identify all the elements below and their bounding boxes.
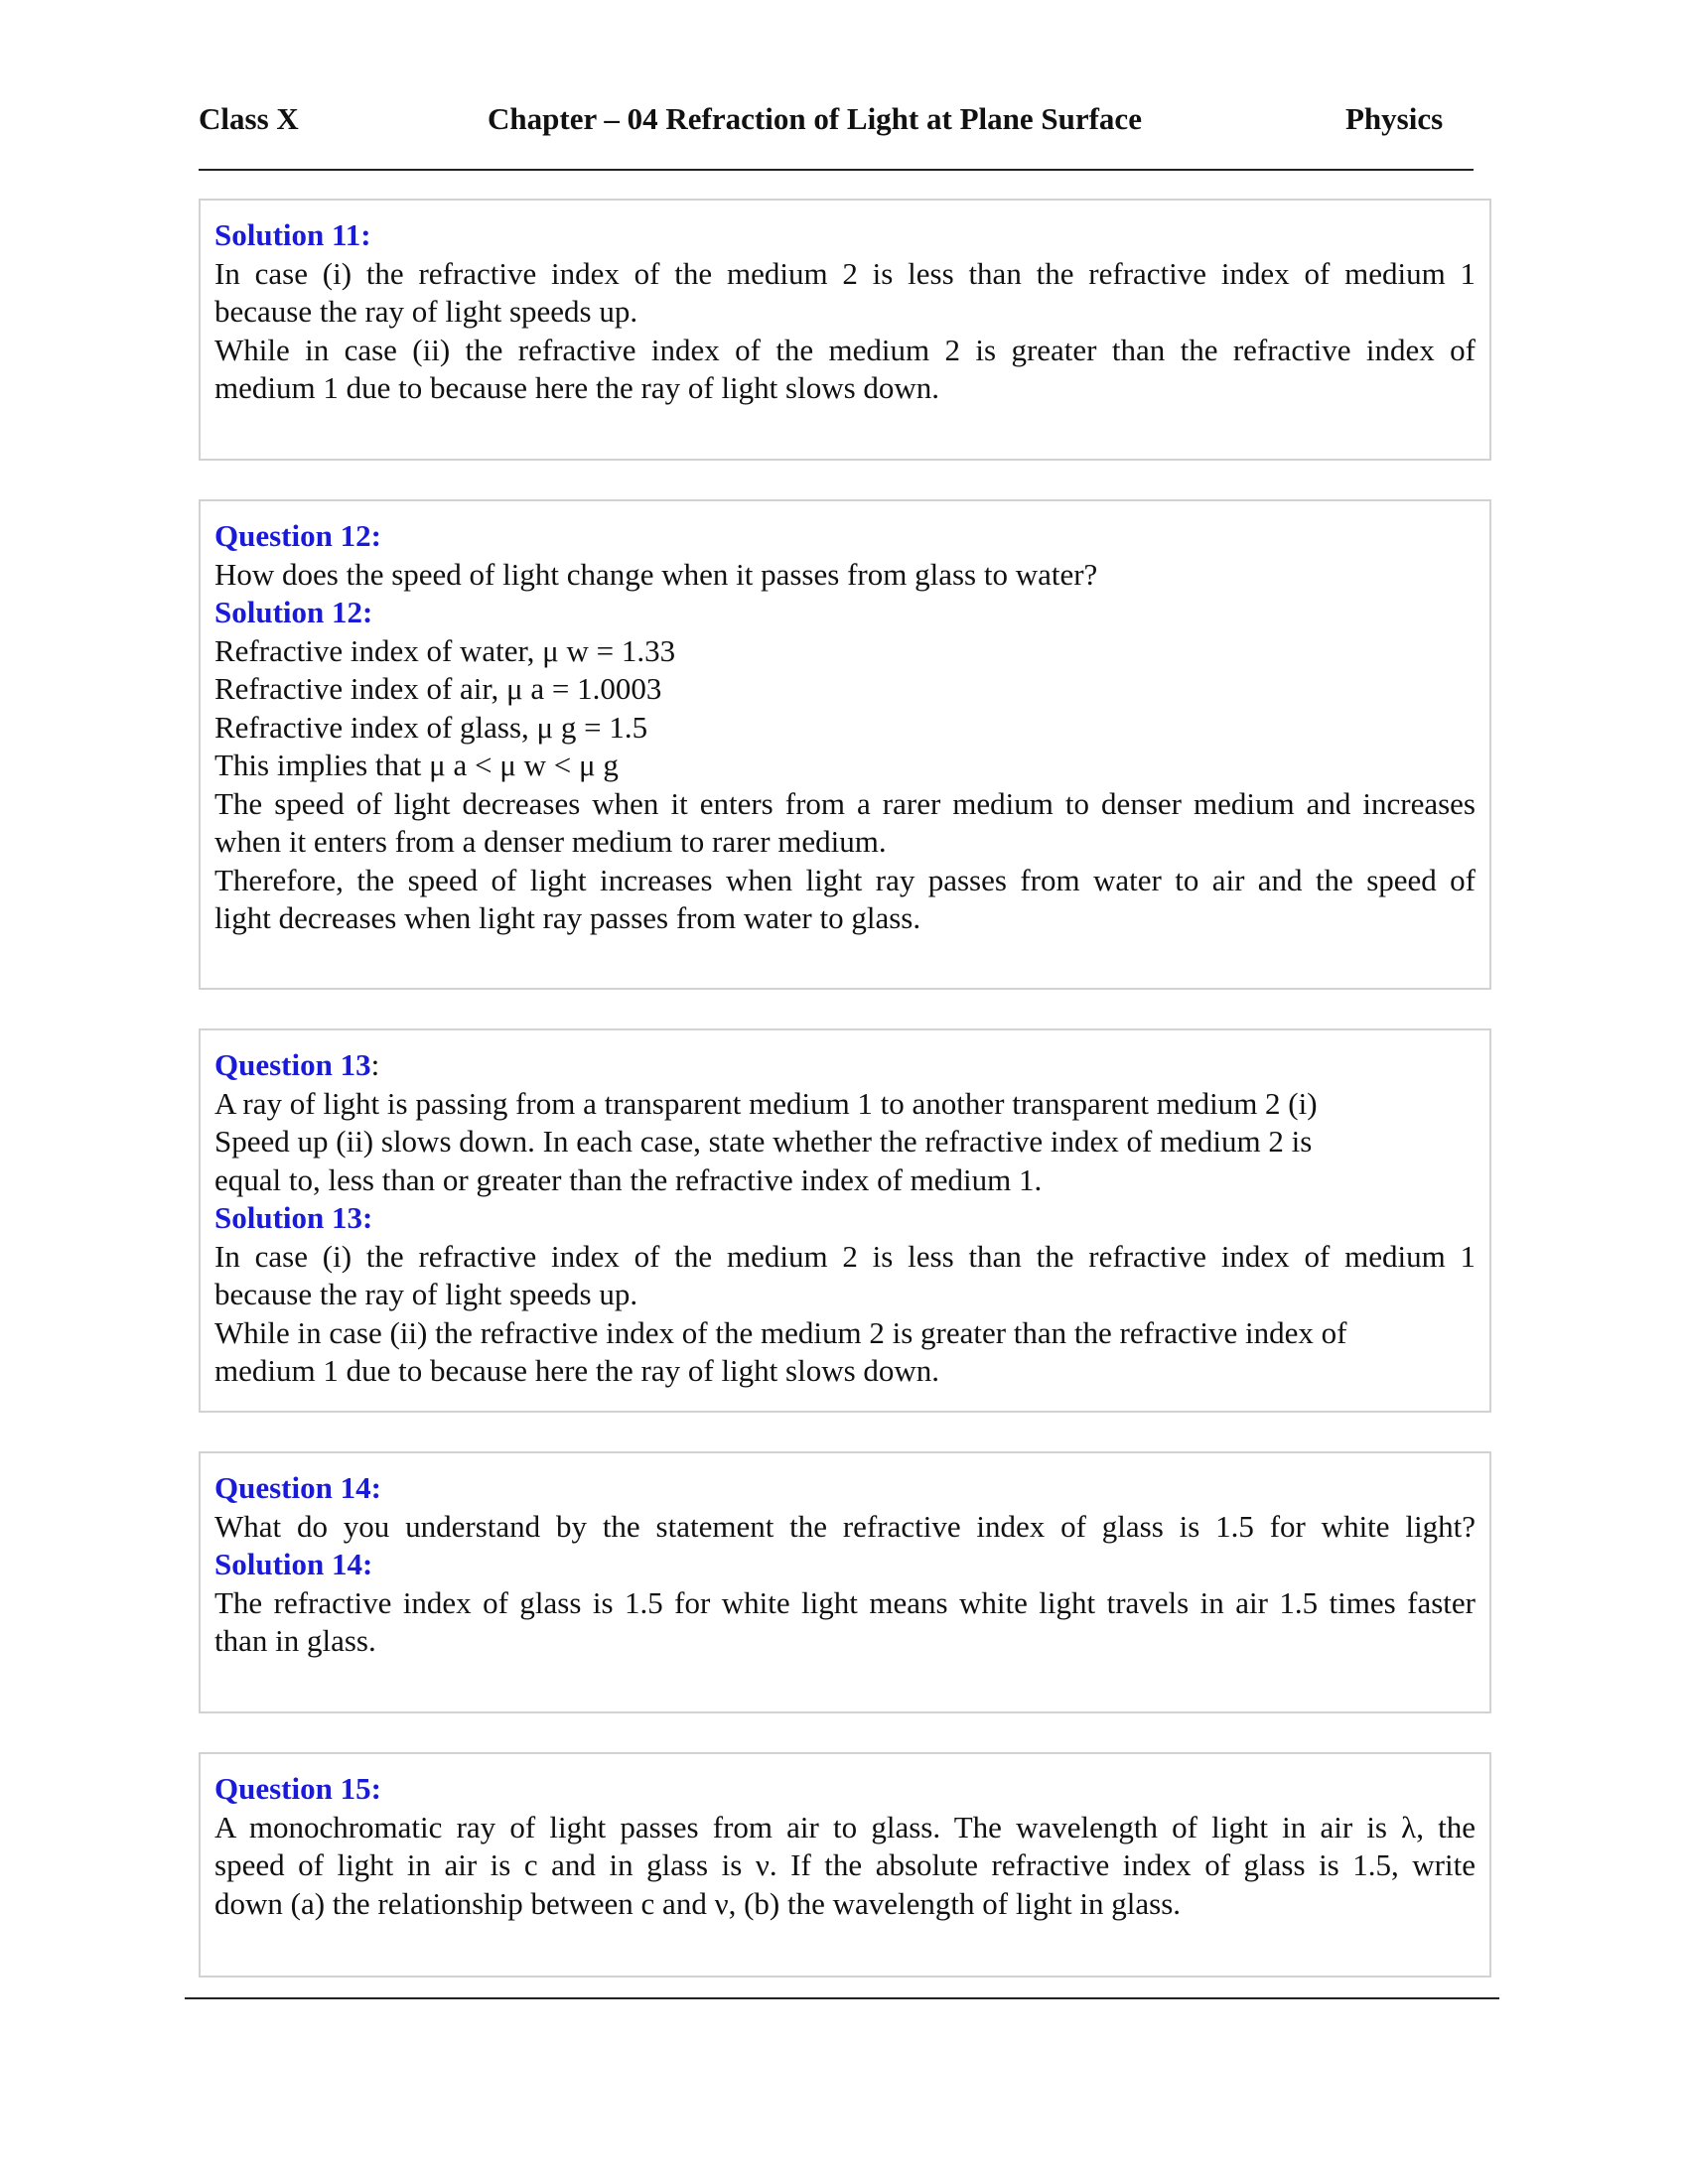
solution-text-line: because the ray of light speeds up. xyxy=(214,294,638,329)
solution-text-line: light decreases when light ray passes from water to glass. xyxy=(214,900,921,935)
solution-text-line: This implies that μ a < μ w < μ g xyxy=(214,748,619,782)
question-text-line: How does the speed of light change when it passes from glass to water? xyxy=(214,556,1098,592)
question-15-label: Question 15: xyxy=(214,1771,381,1806)
question-text-line: A monochromatic ray of light passes from air to glass. The wavelength of light in air is λ, the xyxy=(214,1809,1476,1844)
question-13-label-text: Question 13 xyxy=(214,1047,371,1082)
question-text-line: Speed up (ii) slows down. In each case, state whether the refractive index of medium 2 is xyxy=(214,1124,1313,1159)
solution-text-line: Refractive index of water, μ w = 1.33 xyxy=(214,632,676,668)
footer-divider xyxy=(185,1997,1499,1999)
solution-text-line: medium 1 due to because here the ray of light slows down. xyxy=(214,370,940,405)
question-14-label: Question 14: xyxy=(214,1470,381,1505)
question-text-line: A ray of light is passing from a transparent medium 1 to another transparent medium 2 (i) xyxy=(214,1085,1318,1121)
solution-text-line: Refractive index of air, μ a = 1.0003 xyxy=(214,671,662,706)
solution-text-line: Therefore, the speed of light increases when light ray passes from water to air and the speed of xyxy=(214,862,1476,897)
solution-text-line: The speed of light decreases when it enters from a rarer medium to denser medium and increases xyxy=(214,785,1476,821)
question-text-line: speed of light in air is c and in glass is ν. If the absolute refractive index of glass is 1.5, write xyxy=(214,1847,1476,1882)
header-divider xyxy=(199,169,1474,171)
solution-14-label: Solution 14: xyxy=(214,1547,373,1581)
solution-text-line: The refractive index of glass is 1.5 for white light means white light travels in air 1.5 times faster xyxy=(214,1584,1476,1620)
solution-13-label: Solution 13: xyxy=(214,1200,373,1235)
solution-text-line: because the ray of light speeds up. xyxy=(214,1277,638,1311)
subject-label: Physics xyxy=(1345,101,1444,136)
question-text-line: What do you understand by the statement the refractive index of glass is 1.5 for white light? xyxy=(214,1508,1476,1544)
question-text-line: equal to, less than or greater than the refractive index of medium 1. xyxy=(214,1161,1043,1197)
solution-11-box xyxy=(199,199,1491,461)
question-12-box xyxy=(199,499,1491,990)
chapter-title: Chapter – 04 Refraction of Light at Plane Surface xyxy=(488,101,1142,136)
question-13-label xyxy=(214,1046,1476,1085)
question-text-line: down (a) the relationship between c and ν, (b) the wavelength of light in glass. xyxy=(214,1885,1182,1921)
question-12-label: Question 12: xyxy=(214,518,381,553)
solution-text-line: While in case (ii) the refractive index of the medium 2 is greater than the refractive index of xyxy=(214,332,1476,367)
solution-text-line: Refractive index of glass, μ g = 1.5 xyxy=(214,709,648,745)
class-label: Class X xyxy=(199,101,299,136)
solution-text-line: In case (i) the refractive index of the medium 2 is less than the refractive index of medium 1 xyxy=(214,255,1476,291)
question-15-box xyxy=(199,1752,1491,1978)
solution-12-label: Solution 12: xyxy=(214,595,373,629)
solution-text-line: than in glass. xyxy=(214,1623,376,1658)
solution-text-line: While in case (ii) the refractive index of the medium 2 is greater than the refractive index of xyxy=(214,1314,1347,1350)
page-header xyxy=(199,97,1470,141)
solution-text-line: In case (i) the refractive index of the medium 2 is less than the refractive index of medium 1 xyxy=(214,1238,1476,1274)
solution-text-line: when it enters from a denser medium to rarer medium. xyxy=(214,824,887,859)
question-13-box xyxy=(199,1028,1491,1413)
question-14-box xyxy=(199,1451,1491,1713)
solution-11-label: Solution 11: xyxy=(214,217,371,252)
solution-text-line: medium 1 due to because here the ray of light slows down. xyxy=(214,1353,940,1388)
question-13-label-colon: : xyxy=(370,1047,380,1082)
